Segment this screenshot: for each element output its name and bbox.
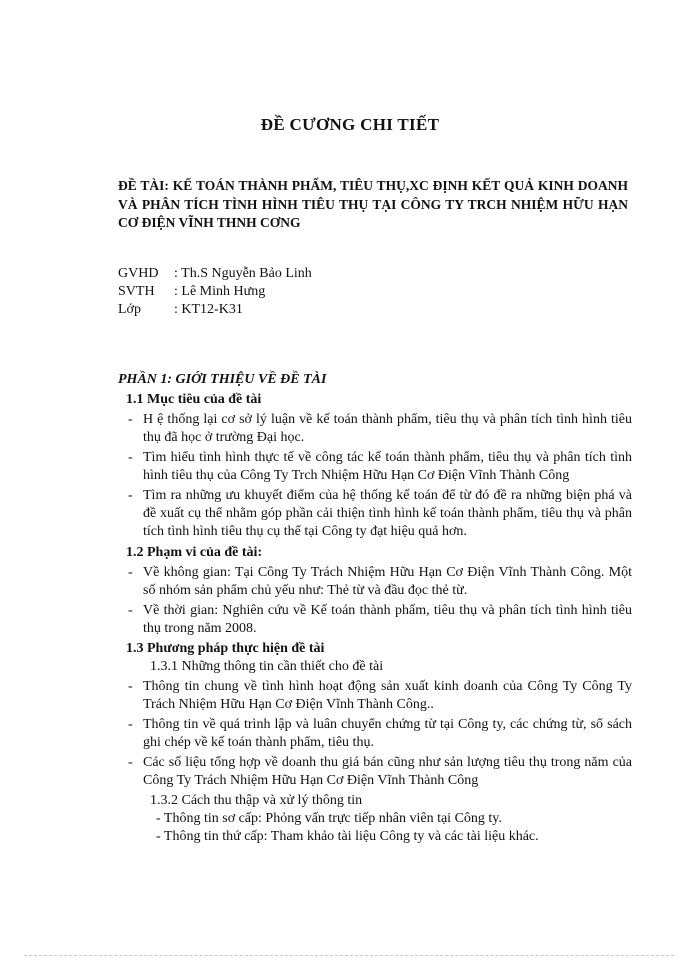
list-item: - Các số liệu tổng hợp về doanh thu giá bán cũng như sản lượng tiêu thụ trong năm của Công Ty Trách Nhiệm Hữu Hạn Cơ Điện Vĩnh Thành Công [128, 755, 632, 788]
section-1-2-list [126, 564, 632, 638]
list-item: - H ệ thống lại cơ sở lý luận về kế toán thành phẩm, tiêu thụ và phân tích tình hình tiêu thụ đã học ở trường Đại học. [128, 412, 632, 445]
part-1-heading: PHẦN 1: GIỚI THIỆU VỀ ĐỀ TÀI [118, 372, 327, 387]
list-item: - Thông tin về quá trình lập và luân chuyển chứng từ tại Công ty, các chứng từ, sổ sách ghi chép về kế toán thành phẩm, tiêu thụ. [128, 717, 632, 750]
section-1-2-heading: 1.2 Phạm vi của đề tài: [126, 545, 263, 560]
info-label: GVHD [118, 266, 159, 281]
page-bottom-divider [24, 955, 674, 956]
list-item: - Về thời gian: Nghiên cứu về Kế toán thành phẩm, tiêu thụ và phân tích tình hình tiêu thụ trong năm 2008. [128, 603, 632, 636]
document-title: ĐỀ CƯƠNG CHI TIẾT [260, 115, 440, 134]
info-row-gvhd [118, 265, 312, 283]
section-1-1-heading: 1.1 Mục tiêu của đề tài [126, 392, 262, 407]
section-1-3-list [126, 678, 632, 790]
list-item: - Về không gian: Tại Công Ty Trách Nhiệm Hữu Hạn Cơ Điện Vĩnh Thành Công. Một số nhóm sản phẩm chủ yếu như: Thẻ từ và đầu đọc thẻ từ. [128, 565, 632, 598]
section-1-3-heading: 1.3 Phương pháp thực hiện đề tài [126, 641, 325, 656]
info-block [118, 265, 312, 319]
info-value: : Lê Minh Hưng [174, 284, 266, 299]
list-item: - Thông tin chung về tình hình hoạt động sản xuất kinh doanh của Công Ty Công Ty Trách Nhiệm Hữu Hạn Cơ Điện Vĩnh Thành Công.. [128, 679, 632, 712]
subsection-1-3-2-heading: 1.3.2 Cách thu thập và xử lý thông tin [150, 793, 363, 808]
subsection-1-3-1-heading: 1.3.1 Những thông tin cần thiết cho đề tài [150, 659, 384, 674]
info-value: : KT12-K31 [174, 302, 243, 317]
info-row-lop [118, 301, 312, 319]
list-item: - Tìm ra những ưu khuyết điểm của hệ thống kế toán để từ đó đề ra những biện phá và đề xuất cụ thể nhằm góp phần cải thiện tình hình kế toán thành phẩm, tiêu thụ và phân tích tình hình tiêu thụ cụ thể tại Công ty đạt hiệu quả hơn. [128, 488, 632, 539]
info-value: : Th.S Nguyễn Bảo Linh [174, 266, 312, 281]
topic-heading: ĐỀ TÀI: KẾ TOÁN THÀNH PHẨM, TIÊU THỤ,XC ĐỊNH KẾT QUẢ KINH DOANH VÀ PHÂN TÍCH TÌNH HÌNH TIÊU THỤ TẠI CÔNG TY TRCH NHIỆM HỮU HẠN CƠ ĐIỆN VĨNH THNH CƠNG [118, 178, 628, 230]
info-label: SVTH [118, 284, 155, 299]
section-1-1-list [126, 411, 632, 541]
info-row-svth [118, 283, 312, 301]
list-item: - Tìm hiểu tình hình thực tế về công tác kế toán thành phẩm, tiêu thụ và phân tích tình hình tiêu thụ của Công Ty Trch Nhiệm Hữu Hạn Cơ Điện Vĩnh Thành Công [128, 450, 632, 483]
sub-list-item: - Thông tin sơ cấp: Phỏng vấn trực tiếp nhân viên tại Công ty. [156, 811, 502, 826]
sub-list-item: - Thông tin thứ cấp: Tham khảo tài liệu Công ty và các tài liệu khác. [156, 829, 539, 844]
main-content [126, 391, 632, 846]
info-label: Lớp [118, 302, 141, 317]
